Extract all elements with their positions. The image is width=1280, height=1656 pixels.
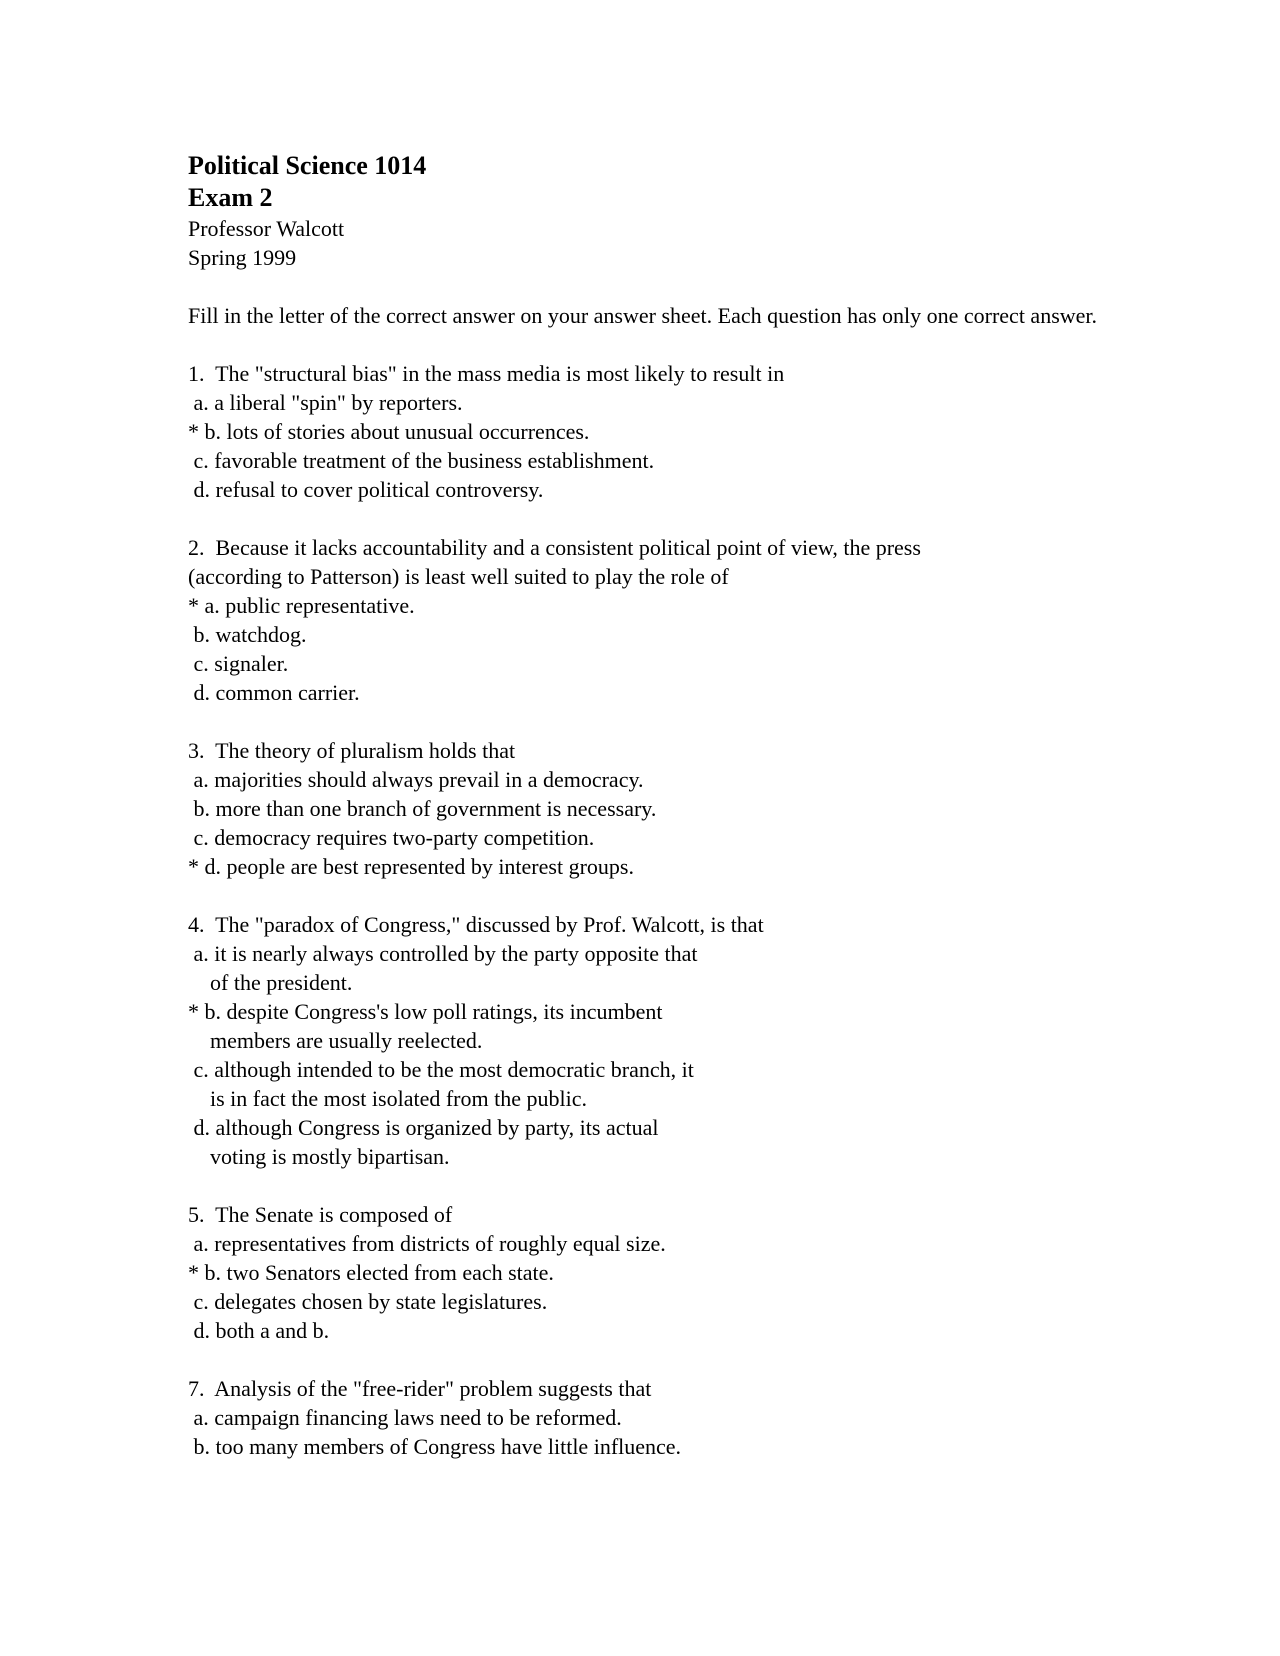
question-5-stem: 5. The Senate is composed of <box>188 1202 453 1227</box>
question-4-option-c: c. although intended to be the most democratic branch, it <box>188 1057 694 1082</box>
question-5-option-a: a. representatives from districts of roughly equal size. <box>188 1231 666 1256</box>
question-2 <box>188 533 1108 707</box>
exam-title: Exam 2 <box>188 183 273 212</box>
question-5-option-d: d. both a and b. <box>188 1318 330 1343</box>
question-4-option-b: * b. despite Congress's low poll ratings, its incumbent <box>188 999 663 1024</box>
question-2-option-a: * a. public representative. <box>188 593 415 618</box>
course-title: Political Science 1014 <box>188 151 427 180</box>
question-3-option-a: a. majorities should always prevail in a democracy. <box>188 767 644 792</box>
question-2-option-c: c. signaler. <box>188 651 289 676</box>
exam-term: Spring 1999 <box>188 245 297 270</box>
question-4-stem: 4. The "paradox of Congress," discussed by Prof. Walcott, is that <box>188 912 764 937</box>
question-3-option-c: c. democracy requires two-party competition. <box>188 825 595 850</box>
question-2-stem: 2. Because it lacks accountability and a consistent political point of view, the press <box>188 535 921 560</box>
question-5-option-c: c. delegates chosen by state legislatures. <box>188 1289 548 1314</box>
question-4-option-a-continued: of the president. <box>188 970 353 995</box>
question-3 <box>188 736 1108 881</box>
professor-name: Professor Walcott <box>188 216 345 241</box>
exam-document <box>188 150 1108 1461</box>
question-3-stem: 3. The theory of pluralism holds that <box>188 738 516 763</box>
question-4 <box>188 910 1108 1171</box>
question-1-option-a: a. a liberal "spin" by reporters. <box>188 390 463 415</box>
question-1-option-c: c. favorable treatment of the business establishment. <box>188 448 655 473</box>
question-2-option-d: d. common carrier. <box>188 680 360 705</box>
question-1 <box>188 359 1108 504</box>
question-7-option-a: a. campaign financing laws need to be reformed. <box>188 1405 622 1430</box>
question-5 <box>188 1200 1108 1345</box>
question-1-option-d: d. refusal to cover political controversy. <box>188 477 544 502</box>
question-4-option-d: d. although Congress is organized by party, its actual <box>188 1115 659 1140</box>
question-4-option-a: a. it is nearly always controlled by the party opposite that <box>188 941 698 966</box>
question-2-option-b: b. watchdog. <box>188 622 307 647</box>
question-5-option-b: * b. two Senators elected from each state. <box>188 1260 554 1285</box>
question-4-option-d-continued: voting is mostly bipartisan. <box>188 1144 450 1169</box>
question-2-stem-continued: (according to Patterson) is least well suited to play the role of <box>188 564 729 589</box>
question-1-option-b: * b. lots of stories about unusual occurrences. <box>188 419 590 444</box>
question-4-option-b-continued: members are usually reelected. <box>188 1028 483 1053</box>
question-7-stem: 7. Analysis of the "free-rider" problem suggests that <box>188 1376 652 1401</box>
question-3-option-b: b. more than one branch of government is necessary. <box>188 796 657 821</box>
question-1-stem: 1. The "structural bias" in the mass media is most likely to result in <box>188 361 785 386</box>
question-4-option-c-continued: is in fact the most isolated from the public. <box>188 1086 587 1111</box>
question-3-option-d: * d. people are best represented by interest groups. <box>188 854 634 879</box>
instructions: Fill in the letter of the correct answer on your answer sheet. Each question has only one correct answer. <box>188 303 1098 328</box>
question-7-option-b: b. too many members of Congress have little influence. <box>188 1434 682 1459</box>
question-7 <box>188 1374 1108 1461</box>
